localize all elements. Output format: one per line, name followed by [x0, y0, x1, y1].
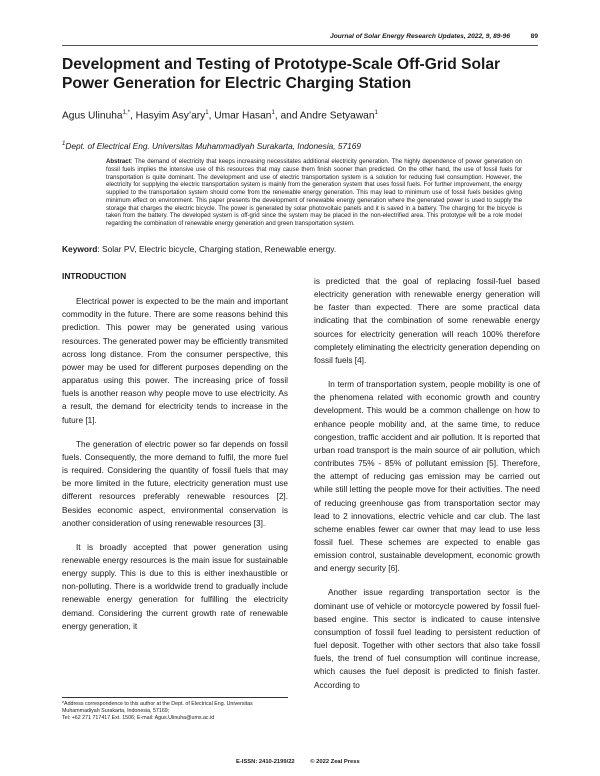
left-column: [62, 270, 288, 644]
author-name: Hasyim Asy’ary: [135, 110, 206, 122]
author-affil-mark: 1,*: [122, 110, 130, 116]
author-name: and Andre Setyawan: [280, 110, 375, 122]
keywords-text: : Solar PV, Electric bicycle, Charging station, Renewable energy.: [97, 244, 337, 254]
author-name: Umar Hasan: [214, 110, 272, 122]
body-paragraph: It is broadly accepted that power generation using renewable energy resources is the main issue for sustainable energy supply. This is due to this is either inexhaustible or non-polluting. There is a worldwide trend to gradually include renewable energy generation for fulfilling the electricity demand. Considering the current growth rate of renewable energy generation, it: [62, 542, 288, 631]
keywords-label: Keyword: [62, 244, 98, 254]
author-affil-mark: 1: [374, 110, 378, 116]
author-list: Agus Ulinuha$^{1,*}$, Hasyim Asy’ary$^1$, Umar Hasan$^1$, and Andre Setyawan$^1$: [62, 110, 378, 122]
journal-citation: Journal of Solar Energy Research Updates, 2022, 9, 89-96: [330, 33, 510, 40]
abstract-label: Abstract: [106, 158, 131, 165]
section-heading: INTRODUCTION: [62, 271, 127, 281]
author-name: Agus Ulinuha: [62, 110, 123, 122]
page-footer: [236, 759, 374, 765]
paper-title: Development and Testing of Prototype-Scale Off-Grid Solar Power Generation for Electric Charging Station: [62, 56, 501, 92]
body-paragraph: In term of transportation system, people mobility is one of the phenomena related with economic growth and country development. This would be a common challenge on how to enhance people mobility and, at the same time, to reduce congestion, traffic accident and air pollution. It is reported that urban road transport is the main source of air pollution, which contributes 75% - 85% of pollutant emission [5]. Therefore, the attempt of reducing gas emission may be carried out while still letting the people move for their activities. The need of reducing greenhouse gas from transportation sector may lead to 2 innovations, electric vehicle and car club. The last scheme enables fewer car owner that may lead to use less fossil fuel. These schemes are expected to enable gas emission control, sustainable development, economic growth and energy security [6].: [314, 380, 540, 574]
abstract-text: : The demand of electricity that keeps increasing necessitates additional electricity generation. The highly dependence of power generation on fossil fuels implies the intensive use of this resources that may cause them finish sooner than predicted. On the other hand, the use of fossil fuels for transportation is quite dominant. The development and use of electric transportation system is a solution for reducing fuel consumption. However, the electricity for supplying the electric transportation system is mainly from the generation system that uses fossil fuels. For further improvement, the energy supplied to the transportation system should come from the renewable energy generation. This may lead to minimum use of fossil fuels besides giving minimum effect on environment. This paper presents the development of renewable energy generation where the generated power is used to supply the storage that charges the electric bicycle. The power is generated by solar photovoltaic panels and it is saved in a battery. The charging for the bicycle is taken from the battery. The developed system is off-grid since the system may be placed in the non-electrified area. This prototype will be a role model regarding the combination of renewable energy generation and green transportation system.: [106, 158, 522, 227]
correspondence-footnote: [62, 697, 288, 722]
page-number: 89: [530, 33, 538, 40]
abstract: [106, 158, 522, 228]
author-affil-mark: 1: [271, 110, 275, 116]
body-paragraph: Another issue regarding transportation sector is the dominant use of vehicle or motorcycle powered by fossil fuel-based engine. This sector is indicated to cause intensive consumption of fossil fuel leading to persistent reduction of fuel deposit. Together with other sectors that also take fossil fuels, the trend of fuel consumption will continue increase, which causes the fuel deposit is predicted to finish faster. According to: [314, 588, 540, 690]
affiliation-text: Dept. of Electrical Eng. Universitas Muhammadiyah Surakarta, Indonesia, 57169: [65, 141, 361, 151]
body-paragraph: is predicted that the goal of replacing fossil-fuel based electricity generation with renewable energy generation will be faster than expected. There are some practical data indicating that the combination of some renewable energy sources for electricity generation will reach 100% therefore completely eliminating the electricity generation depending on fossil fuels [4].: [314, 277, 540, 365]
author-affil-mark: 1: [205, 110, 209, 116]
affiliation-mark: 1: [62, 141, 66, 148]
body-paragraph: Electrical power is expected to be the main and important commodity in the future. There are some reasons behind this prediction. This power may be generated using various resources. The generated power may be efficiently transmited across long distance. From the consumer perspective, this power may be used for different purposes depending on the apparatus using this power. The increasing price of fossil fuels is another reason why people move to use electricity. As a result, the demand for electricity tends to increase in the future [1].: [62, 297, 288, 425]
footnote-line: *Address correspondence to this author at the Dept. of Electrical Eng. Universitas Muhammadiyah Surakarta, Indonesia, 57169;: [62, 701, 253, 714]
running-header: [62, 33, 538, 46]
issn: E-ISSN: 2410-2199/22: [236, 759, 295, 765]
footnote-line: Tel: +62 271 717417 Ext. 1506; E-mail: Agus.Ulinuha@ums.ac.id: [62, 715, 215, 721]
copyright: © 2022 Zeal Press: [310, 759, 360, 765]
affiliation: [62, 141, 540, 151]
right-column: [314, 275, 540, 703]
keywords: [62, 244, 540, 254]
body-paragraph: The generation of electric power so far depends on fossil fuels. Consequently, the more demand to fulfil, the more fuel is required. Considering the quantity of fossil fuels that may be more limited in the future, electricity generation must use different resources preferably renewable resources [2]. Besides economic aspect, environmental conservation is another consideration of using renewable resources [3].: [62, 439, 288, 528]
